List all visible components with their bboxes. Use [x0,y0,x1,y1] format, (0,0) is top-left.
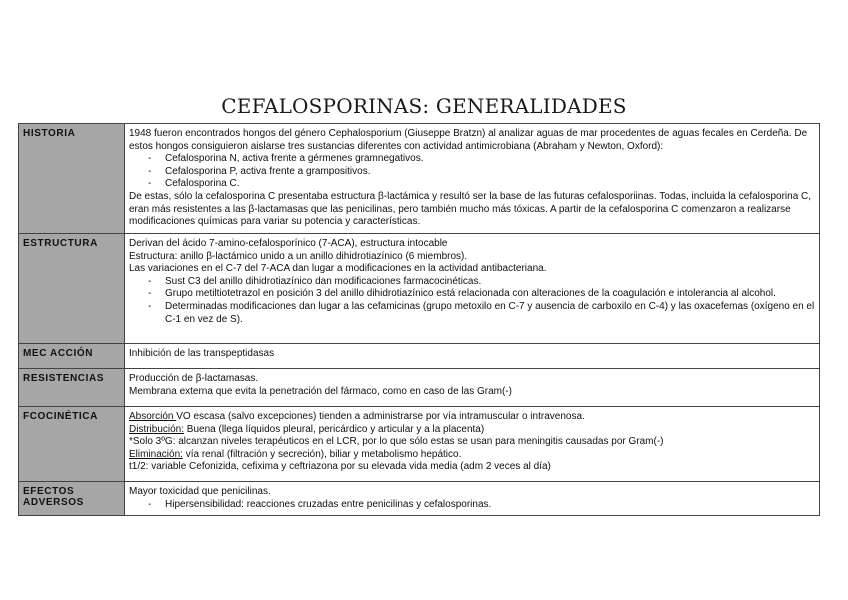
term-text: VO escasa (salvo excepciones) tienden a administrarse por vía intramuscular o intravenosa. [176,411,585,422]
table-row-estructura [19,234,820,344]
list-item: - Sust C3 del anillo dihidrotiazínico dan modificaciones farmacocinéticas. [165,276,815,289]
row-heading: FCOCINÉTICA [19,407,125,482]
term-text: Buena (llega líquidos pleural, pericárdico y articular y a la placenta) [184,423,485,435]
row-heading: MEC ACCIÓN [19,344,125,369]
text-line: Producción de β-lactamasas. [129,373,259,384]
list-item: - Cefalosporina C. [165,178,815,191]
cefalosporinas-table [18,123,820,516]
text-line: Estructura: anillo β-lactámico unido a un anillo dihidrotiazínico (6 miembros). [129,250,468,262]
text-line: Mayor toxicidad que penicilinas. [129,486,271,497]
table-row-mec-accion [19,344,820,369]
text-line: Las variaciones en el C-7 del 7-ACA dan lugar a modificaciones en la actividad antibacteriana. [129,263,547,275]
list-item: - Hipersensibilidad: reacciones cruzadas entre penicilinas y cefalosporinas. [165,499,815,512]
paragraph: De estas, sólo la cefalosporina C presentaba estructura β-lactámica y resultó ser la base de las futuras cefalosporiinas. Todas, incluida la cefalosporina C, eran más resistentes a las β-lactamasas que las penicilinas, pero también mucho más tóxicas. A partir de la cefalosporina C comenzaron a realizarse modificaciones químicas para variar su potencia y características. [129,190,812,228]
text-line [129,411,815,424]
term-label: Absorción [129,411,177,422]
row-heading: EFECTOS ADVERSOS [19,482,125,516]
text-line: Derivan del ácido 7-amino-cefalosporínico (7-ACA), estructura intocable [129,238,448,249]
term-text: vía renal (filtración y secreción), biliar y metabolismo hepático. [182,448,462,460]
bullet-list [129,153,815,191]
page-title: CEFALOSPORINAS: GENERALIDADES [221,94,627,118]
table-row-efectos-adversos [19,482,820,516]
term-label: Distribución: [129,423,185,435]
row-content [125,407,820,482]
list-item: - Cefalosporina P, activa frente a grampositivos. [165,166,815,179]
text-line [129,436,815,449]
row-content [125,234,820,344]
row-content [125,344,820,369]
term-text: *Solo 3ºG: alcanzan niveles terapéuticos en el LCR, por lo que sólo estas se usan para meningitis causadas por Gram(-) [129,436,664,448]
row-content [125,369,820,407]
table-row-resistencias [19,369,820,407]
paragraph: 1948 fueron encontrados hongos del género Cephalosporium (Giuseppe Bratzn) al analizar aguas de mar procedentes de aguas fecales en Cerdeña. De estos hongos consiguieron aislarse tres sustancias diferentes con actividad antimicrobiana (Abraham y Newton, Oxford): [129,128,808,152]
bullet-list [129,276,815,326]
list-item: - Grupo metiltiotetrazol en posición 3 del anillo dihidrotiazínico está relacionada con alteraciones de la coagulación e intolerancia al alcohol. [165,288,815,301]
list-item: - Cefalosporina N, activa frente a gérmenes gramnegativos. [165,153,815,166]
term-label: Eliminación: [129,448,183,460]
text-line [129,449,815,462]
text-line [129,461,815,474]
text-line [129,424,815,437]
row-content [125,124,820,234]
text-line: Inhibición de las transpeptidasas [129,348,275,359]
term-text: t1/2: variable Cefonizida, cefixima y ceftriazona por su elevada vida media (adm 2 veces al día) [129,461,551,473]
row-content [125,482,820,516]
table-row-fcocinetica [19,407,820,482]
row-heading: RESISTENCIAS [19,369,125,407]
table-row-historia [19,124,820,234]
row-heading: HISTORIA [19,124,125,234]
list-item: - Determinadas modificaciones dan lugar a las cefamicinas (grupo metoxilo en C-7 y ausencia de carboxilo en C-4) y las oxacefemas (oxígeno en el C-1 en vez de S). [165,301,815,326]
bullet-list [129,499,815,512]
row-heading: ESTRUCTURA [19,234,125,344]
text-line: Membrana externa que evita la penetración del fármaco, como en caso de las Gram(-) [129,385,512,397]
